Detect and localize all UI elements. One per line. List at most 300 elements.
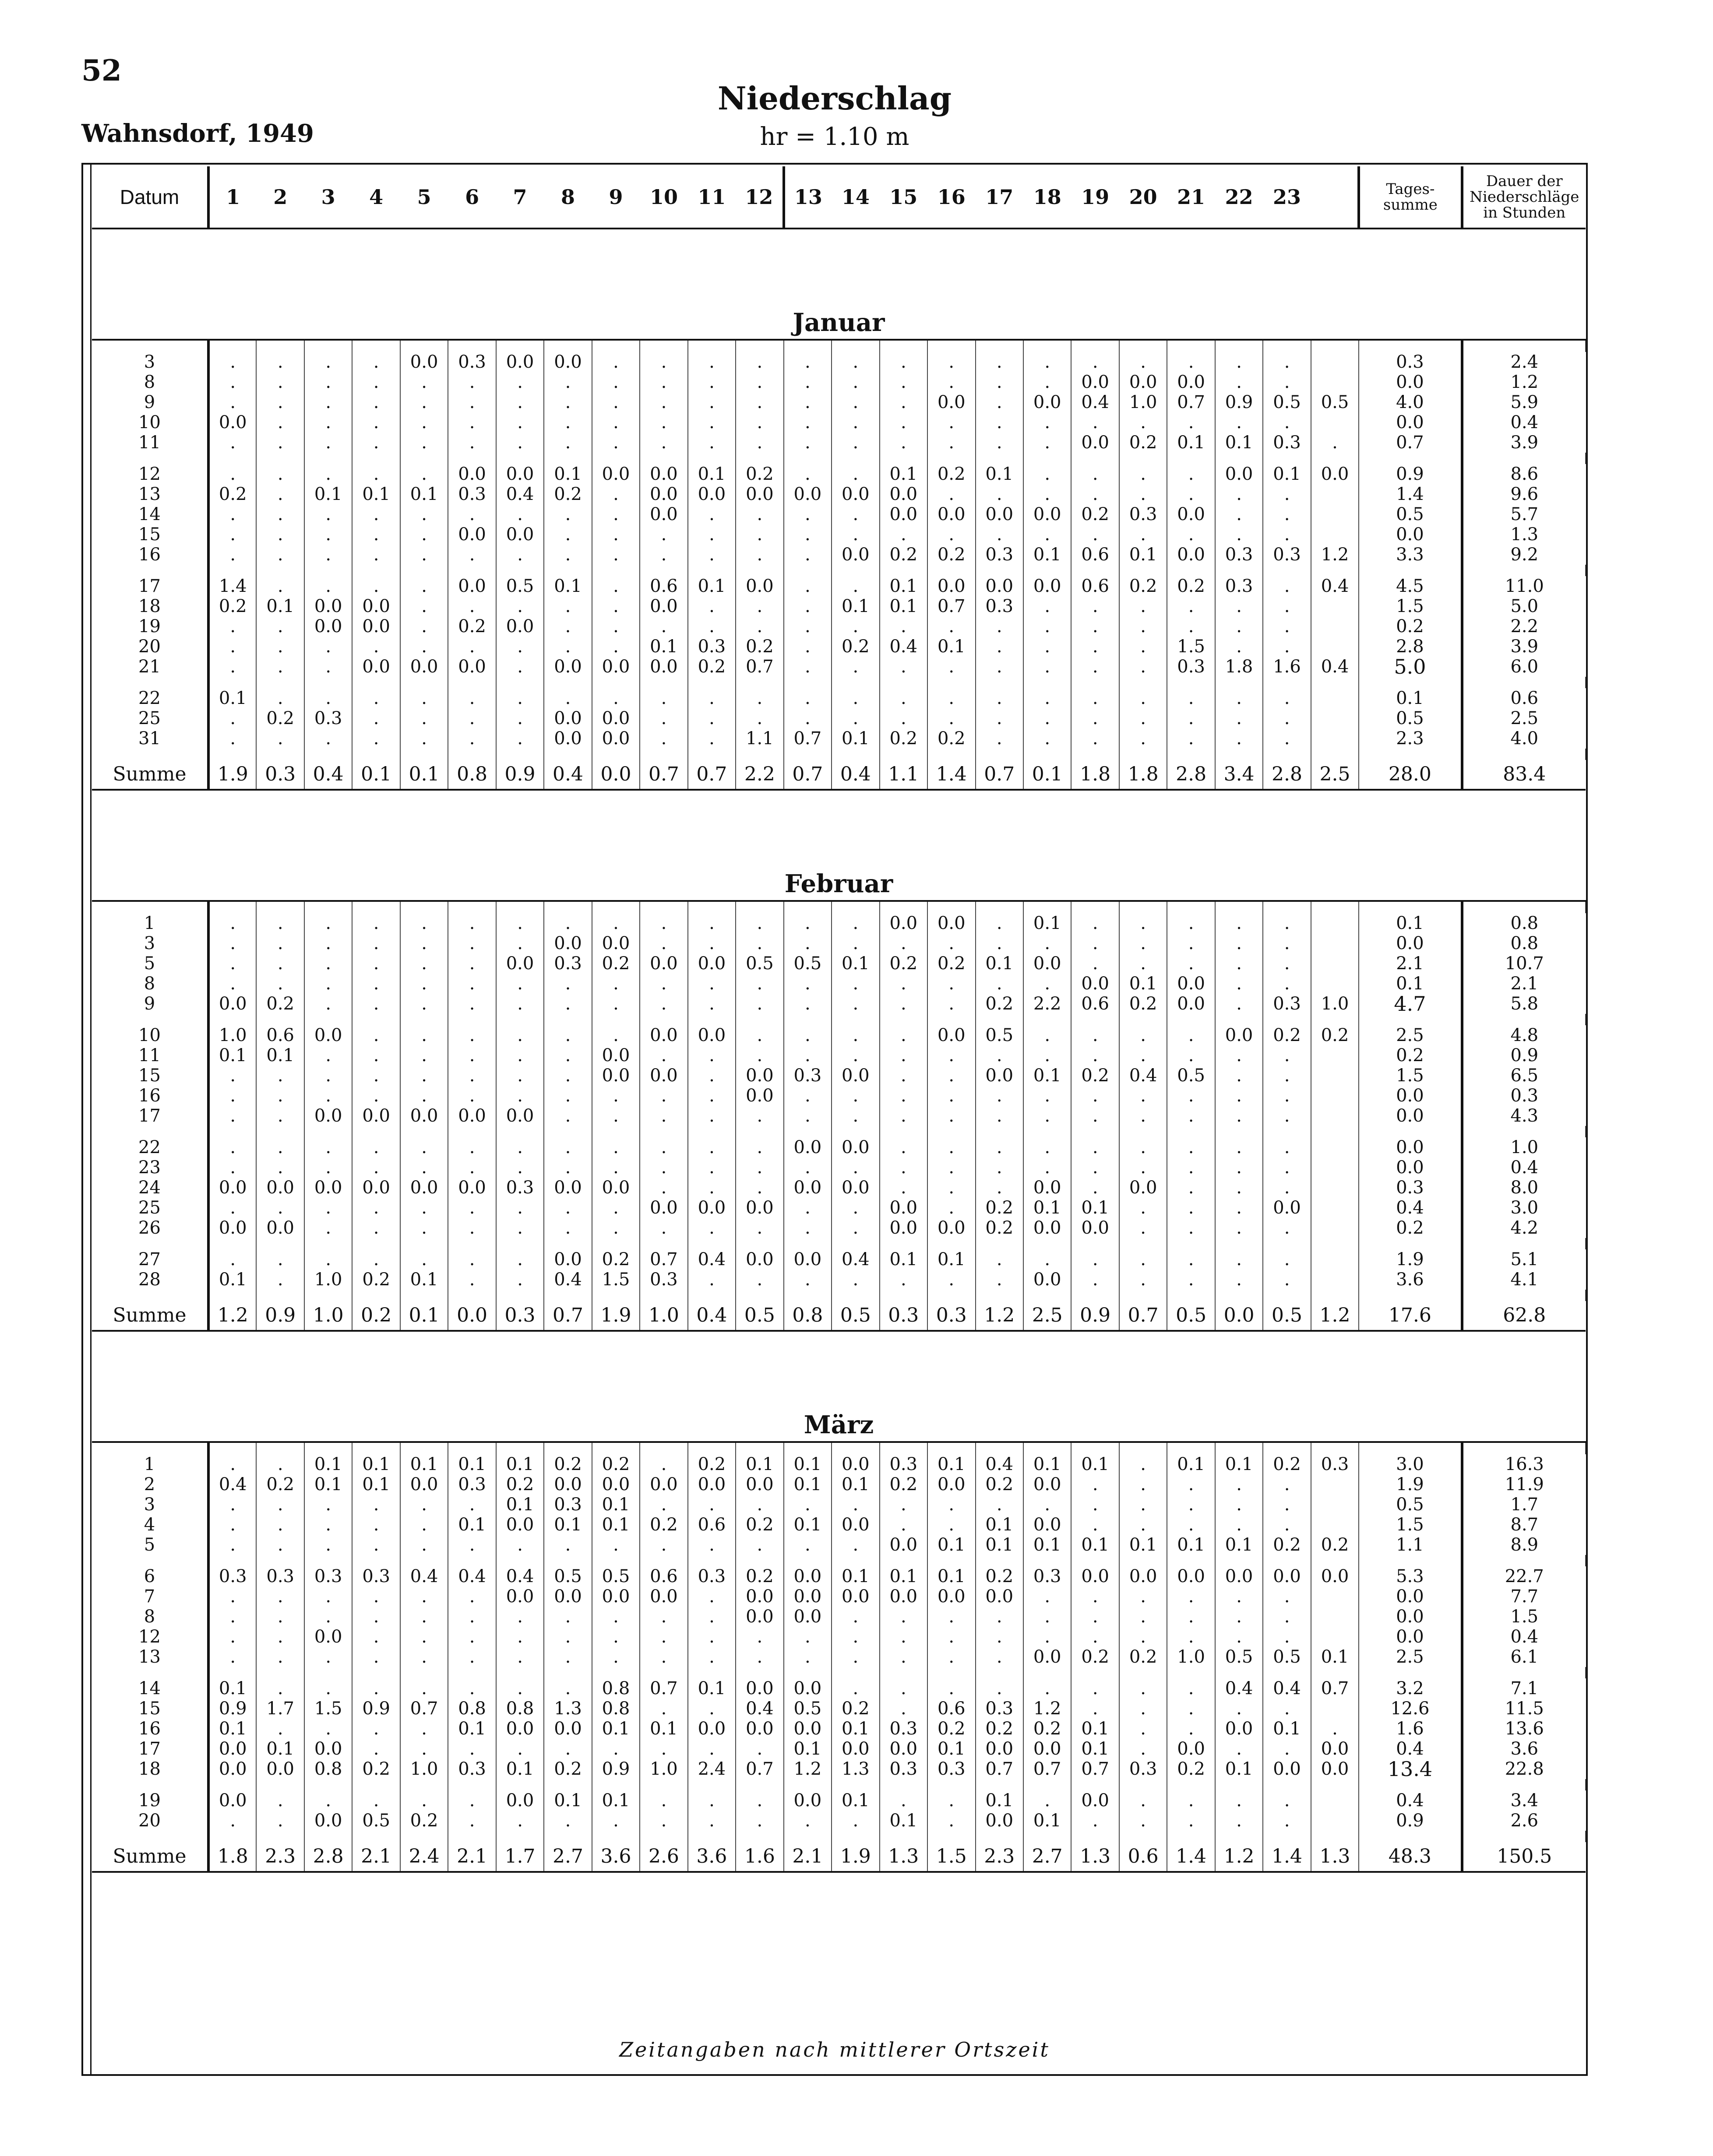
- hour-value: 0.2: [1071, 1066, 1119, 1086]
- hour-value: .: [1071, 637, 1119, 657]
- hour-value: .: [1263, 412, 1311, 433]
- hour-value: .: [736, 913, 783, 933]
- hour-value: .: [592, 1198, 640, 1218]
- hour-value: .: [976, 657, 1023, 677]
- hour-value: .: [784, 372, 832, 392]
- hour-value: 0.3: [1215, 545, 1263, 565]
- hour-value: .: [544, 1647, 592, 1667]
- gap-cell: [304, 1126, 352, 1137]
- hour-value: 0.4: [688, 1249, 736, 1270]
- hour-value: .: [736, 1157, 783, 1178]
- hour-value: [1311, 352, 1359, 372]
- gap-cell: [1167, 677, 1215, 688]
- row-date: 13: [92, 484, 208, 504]
- hour-value: 0.4: [1119, 1066, 1167, 1086]
- hour-value: 0.0: [880, 1198, 927, 1218]
- gap-cell: [976, 749, 1023, 760]
- gap-cell: [1023, 1238, 1071, 1249]
- hour-value: 0.2: [688, 657, 736, 677]
- duration-hours: 1.2: [1510, 372, 1539, 392]
- hour-value: .: [400, 1678, 448, 1699]
- hour-value: .: [1023, 1627, 1071, 1647]
- hour-value: 0.1: [448, 1515, 496, 1535]
- hour-value: .: [784, 616, 832, 637]
- gap-cell: [1023, 1126, 1071, 1137]
- row-date: Summe: [92, 760, 208, 790]
- hour-value: .: [927, 688, 975, 708]
- gap-cell: [592, 453, 640, 464]
- hour-value: 0.0: [208, 1739, 256, 1759]
- hour-value: 0.0: [927, 576, 975, 596]
- gap-cell: [832, 1779, 879, 1790]
- gap-cell: [688, 340, 736, 352]
- hour-value: .: [1071, 1811, 1119, 1831]
- hour-value: .: [1119, 1045, 1167, 1066]
- hour-value: 2.6: [640, 1842, 687, 1872]
- hour-value: .: [1167, 1495, 1215, 1515]
- table-row: [92, 1066, 1586, 1086]
- hour-value: .: [1167, 1699, 1215, 1719]
- hour-value: .: [352, 1515, 400, 1535]
- hour-value: .: [544, 433, 592, 453]
- hour-value: 0.0: [1167, 994, 1215, 1014]
- hour-value: .: [640, 1607, 687, 1627]
- hour-value: .: [496, 1647, 544, 1667]
- hour-value: 0.1: [1023, 545, 1071, 565]
- hour-value: .: [1263, 1739, 1311, 1759]
- hour-value: .: [256, 1719, 304, 1739]
- table-row: [92, 1586, 1586, 1607]
- gap-cell: [1167, 749, 1215, 760]
- daily-total: 3.6: [1359, 1270, 1462, 1290]
- gap-cell: [688, 1126, 736, 1137]
- hour-value: .: [304, 1515, 352, 1535]
- gap-cell: [1167, 901, 1215, 913]
- hour-value: .: [448, 504, 496, 524]
- daily-total: 0.0: [1359, 1106, 1462, 1126]
- hour-value: 0.0: [880, 484, 927, 504]
- gap-cell: [448, 677, 496, 688]
- hour-value: 0.1: [927, 1249, 975, 1270]
- duration-hours: 11.5: [1505, 1699, 1544, 1719]
- hour-value: .: [832, 1270, 879, 1290]
- hour-value: .: [1263, 1607, 1311, 1627]
- hour-value: .: [832, 1495, 879, 1515]
- hour-value: 1.7: [496, 1842, 544, 1872]
- hour-value: .: [256, 1790, 304, 1811]
- gap-cell: [304, 677, 352, 688]
- hour-value: 1.4: [1263, 1842, 1311, 1872]
- hour-value: .: [304, 1198, 352, 1218]
- hour-value: 0.1: [256, 1739, 304, 1759]
- hour-value: .: [784, 1045, 832, 1066]
- hour-value: .: [640, 352, 687, 372]
- hour-value: .: [1263, 1627, 1311, 1647]
- hour-value: 0.0: [256, 1178, 304, 1198]
- hour-value: 0.3: [784, 1066, 832, 1086]
- hour-value: .: [592, 484, 640, 504]
- hour-value: .: [1023, 728, 1071, 749]
- gap-cell: [1023, 453, 1071, 464]
- gap-cell: [784, 453, 832, 464]
- hour-value: .: [208, 1627, 256, 1647]
- table-row: [92, 1454, 1586, 1474]
- hour-value: .: [496, 1025, 544, 1045]
- hour-value: .: [1263, 616, 1311, 637]
- gap-cell: [736, 1667, 783, 1678]
- hour-value: 0.0: [592, 657, 640, 677]
- hour-value: .: [304, 576, 352, 596]
- hour-value: 0.0: [784, 1719, 832, 1739]
- hour-value: .: [544, 616, 592, 637]
- hour-value: 0.0: [1311, 1759, 1359, 1779]
- hour-value: .: [640, 974, 687, 994]
- hour-value: 0.0: [736, 1719, 783, 1739]
- hour-value: .: [640, 433, 687, 453]
- hour-value: .: [1167, 596, 1215, 616]
- hour-value: .: [256, 433, 304, 453]
- duration-hours: 8.0: [1510, 1178, 1539, 1198]
- hour-value: 0.0: [544, 1178, 592, 1198]
- hour-value: 0.0: [927, 1025, 975, 1045]
- table-row: [92, 933, 1586, 953]
- hour-value: [1311, 1627, 1359, 1647]
- gap-cell: [352, 749, 400, 760]
- hour-value: .: [880, 1137, 927, 1157]
- hour-value: 0.0: [1167, 504, 1215, 524]
- gap-cell: [784, 1442, 832, 1454]
- hour-value: 0.2: [352, 1759, 400, 1779]
- hour-value: 0.5: [592, 1566, 640, 1586]
- hour-value: .: [1215, 1627, 1263, 1647]
- hour-value: .: [352, 464, 400, 484]
- hour-value: .: [832, 616, 879, 637]
- hour-value: .: [448, 545, 496, 565]
- hour-value: 0.4: [976, 1454, 1023, 1474]
- hour-value: 0.3: [352, 1566, 400, 1586]
- hour-value: 0.5: [784, 1699, 832, 1719]
- gap-cell: [1119, 1442, 1167, 1454]
- hour-value: .: [544, 1535, 592, 1555]
- hour-value: 0.0: [880, 1739, 927, 1759]
- gap-cell: [208, 453, 256, 464]
- gap-cell: [400, 1667, 448, 1678]
- table-row: [92, 1535, 1586, 1555]
- hour-value: 0.2: [832, 1699, 879, 1719]
- gap-cell: [92, 1290, 208, 1301]
- hour-value: .: [304, 1157, 352, 1178]
- hour-value: .: [784, 464, 832, 484]
- gap-cell: [1167, 340, 1215, 352]
- gap-cell: [880, 565, 927, 576]
- hour-value: .: [352, 1066, 400, 1086]
- hour-value: .: [1119, 1586, 1167, 1607]
- hour-value: 2.1: [784, 1842, 832, 1872]
- hour-value: 0.0: [592, 1586, 640, 1607]
- gap-cell: [544, 1442, 592, 1454]
- hour-value: .: [544, 913, 592, 933]
- hour-value: .: [208, 1249, 256, 1270]
- hour-value: .: [352, 688, 400, 708]
- hour-value: 0.0: [544, 657, 592, 677]
- hour-value: 0.2: [544, 1759, 592, 1779]
- duration-hours: 13.6: [1505, 1719, 1544, 1739]
- hour-value: .: [544, 1157, 592, 1178]
- hour-value: .: [592, 637, 640, 657]
- hour-value: .: [1023, 637, 1071, 657]
- daily-total: 4.5: [1359, 576, 1462, 596]
- hour-value: 0.0: [400, 1178, 448, 1198]
- gap-cell: [640, 1238, 687, 1249]
- hour-value: .: [208, 974, 256, 994]
- hour-value: .: [304, 913, 352, 933]
- daily-total: 5.0: [1359, 657, 1462, 677]
- hour-value: .: [880, 1045, 927, 1066]
- table-row: [92, 1025, 1586, 1045]
- hour-value: 0.2: [1119, 994, 1167, 1014]
- gap-cell: [208, 1555, 256, 1566]
- gap-cell: [927, 1290, 975, 1301]
- hour-value: .: [880, 412, 927, 433]
- hour-value: .: [496, 1811, 544, 1831]
- hour-value: 0.0: [592, 933, 640, 953]
- hour-value: .: [448, 1790, 496, 1811]
- hour-value: 0.2: [208, 596, 256, 616]
- row-date: 22: [92, 1137, 208, 1157]
- hour-value: .: [256, 352, 304, 372]
- hour-value: .: [304, 1647, 352, 1667]
- hour-value: 0.5: [1167, 1066, 1215, 1086]
- hour-value: .: [927, 1270, 975, 1290]
- hour-value: .: [1215, 616, 1263, 637]
- gap-cell: [1023, 1831, 1071, 1842]
- hour-value: .: [736, 1178, 783, 1198]
- hour-value: .: [1023, 1137, 1071, 1157]
- hour-value: 0.0: [592, 1045, 640, 1066]
- hour-value: .: [880, 1066, 927, 1086]
- gap-cell: [832, 901, 879, 913]
- hour-value: .: [736, 1811, 783, 1831]
- hour-value: .: [352, 1086, 400, 1106]
- hour-value: .: [880, 1607, 927, 1627]
- hour-value: .: [304, 1607, 352, 1627]
- gap-cell: [1462, 1555, 1586, 1566]
- hour-value: .: [592, 1811, 640, 1831]
- hour-value: .: [976, 1607, 1023, 1627]
- hour-value: 0.7: [976, 1759, 1023, 1779]
- row-gap: [92, 340, 1586, 352]
- sum-row: [92, 1301, 1586, 1331]
- hour-value: 0.0: [496, 1106, 544, 1126]
- hour-value: 0.0: [927, 1218, 975, 1238]
- gap-cell: [496, 1238, 544, 1249]
- hour-value: .: [1263, 913, 1311, 933]
- hour-value: .: [688, 1045, 736, 1066]
- hour-value: .: [1023, 974, 1071, 994]
- daily-total: 0.9: [1359, 1811, 1462, 1831]
- gap-cell: [1462, 565, 1586, 576]
- gap-cell: [784, 1126, 832, 1137]
- hour-value: 1.1: [880, 760, 927, 790]
- hour-value: 1.0: [304, 1270, 352, 1290]
- hour-value: .: [496, 1249, 544, 1270]
- duration-hours: 0.6: [1510, 688, 1539, 708]
- gap-cell: [544, 749, 592, 760]
- hour-value: .: [880, 1025, 927, 1045]
- hour-value: .: [1215, 352, 1263, 372]
- hour-value: .: [256, 1157, 304, 1178]
- hour-value: .: [256, 504, 304, 524]
- hour-value: .: [1023, 1249, 1071, 1270]
- hour-value: .: [976, 1627, 1023, 1647]
- gap-cell: [1263, 565, 1311, 576]
- hour-value: .: [688, 994, 736, 1014]
- hour-value: 0.0: [784, 1566, 832, 1586]
- header-hour: 11: [688, 166, 736, 229]
- hour-value: .: [1071, 484, 1119, 504]
- hour-value: .: [352, 1495, 400, 1515]
- hour-value: .: [1071, 352, 1119, 372]
- hour-value: 0.4: [496, 484, 544, 504]
- hour-value: .: [1119, 1270, 1167, 1290]
- hour-value: .: [976, 1137, 1023, 1157]
- gap-cell: [92, 1442, 208, 1454]
- daily-total: 0.7: [1359, 433, 1462, 453]
- hour-value: .: [927, 657, 975, 677]
- hour-value: .: [1023, 657, 1071, 677]
- table-row: [92, 576, 1586, 596]
- hour-value: 2.5: [1023, 1301, 1071, 1331]
- hour-value: .: [1167, 1270, 1215, 1290]
- hour-value: 0.1: [688, 576, 736, 596]
- hour-value: 0.1: [1263, 1719, 1311, 1739]
- hour-value: .: [1167, 1627, 1215, 1647]
- hour-value: .: [496, 433, 544, 453]
- hour-value: .: [784, 1535, 832, 1555]
- hour-value: 0.0: [688, 953, 736, 974]
- hour-value: 0.3: [1167, 657, 1215, 677]
- gap-cell: [352, 1290, 400, 1301]
- hour-value: .: [784, 688, 832, 708]
- gap-cell: [1462, 901, 1586, 913]
- hour-value: 0.1: [927, 1535, 975, 1555]
- hour-value: .: [544, 994, 592, 1014]
- hour-value: 0.1: [1023, 1535, 1071, 1555]
- hour-value: .: [592, 1535, 640, 1555]
- hour-value: .: [832, 1025, 879, 1045]
- hour-value: .: [496, 1535, 544, 1555]
- hour-value: .: [304, 433, 352, 453]
- hour-value: .: [352, 392, 400, 412]
- hour-value: 0.0: [784, 1249, 832, 1270]
- hour-value: 0.1: [400, 484, 448, 504]
- hour-value: .: [1119, 1719, 1167, 1739]
- hour-value: .: [448, 953, 496, 974]
- hour-value: .: [688, 1137, 736, 1157]
- hour-value: .: [208, 1607, 256, 1627]
- hour-value: .: [496, 1045, 544, 1066]
- hour-value: .: [304, 688, 352, 708]
- hour-value: .: [544, 372, 592, 392]
- gap-cell: [1167, 1667, 1215, 1678]
- hour-value: .: [208, 504, 256, 524]
- gap-cell: [784, 1667, 832, 1678]
- hour-value: .: [400, 1218, 448, 1238]
- hour-value: 0.2: [927, 464, 975, 484]
- hour-value: .: [1071, 596, 1119, 616]
- table-row: [92, 953, 1586, 974]
- gap-cell: [1462, 1779, 1586, 1790]
- gap-cell: [1311, 453, 1359, 464]
- hour-value: .: [544, 1086, 592, 1106]
- hour-value: .: [496, 1198, 544, 1218]
- hour-value: .: [1167, 1106, 1215, 1126]
- hour-value: .: [927, 1086, 975, 1106]
- duration-hours: 3.6: [1510, 1739, 1539, 1759]
- hour-value: .: [208, 933, 256, 953]
- gap-cell: [1119, 1126, 1167, 1137]
- hour-value: 0.1: [304, 484, 352, 504]
- hour-value: .: [1119, 596, 1167, 616]
- hour-value: [1311, 953, 1359, 974]
- hour-value: .: [640, 1137, 687, 1157]
- gap-cell: [92, 677, 208, 688]
- hour-value: .: [927, 1515, 975, 1535]
- hour-value: 0.0: [592, 1178, 640, 1198]
- hour-value: 0.6: [1119, 1842, 1167, 1872]
- gap-cell: [1311, 1831, 1359, 1842]
- gap-cell: [1263, 1442, 1311, 1454]
- hour-value: .: [400, 1535, 448, 1555]
- hour-value: 0.0: [736, 1198, 783, 1218]
- gap-cell: [400, 1555, 448, 1566]
- gap-cell: [1119, 340, 1167, 352]
- hour-value: .: [736, 1790, 783, 1811]
- hour-value: .: [640, 1454, 687, 1474]
- hour-value: .: [976, 616, 1023, 637]
- hour-value: 0.1: [448, 1719, 496, 1739]
- hour-value: .: [1263, 1270, 1311, 1290]
- duration-hours: 1.0: [1510, 1137, 1539, 1157]
- gap-cell: [688, 565, 736, 576]
- gap-cell: [448, 1555, 496, 1566]
- hour-value: .: [1119, 1249, 1167, 1270]
- hour-value: .: [400, 433, 448, 453]
- hour-value: 0.2: [544, 484, 592, 504]
- hour-value: .: [784, 1025, 832, 1045]
- hour-value: .: [1167, 1719, 1215, 1739]
- hour-value: .: [1167, 708, 1215, 728]
- hour-value: .: [1167, 1790, 1215, 1811]
- hour-value: .: [544, 1607, 592, 1627]
- hour-value: .: [592, 504, 640, 524]
- hour-value: .: [592, 1137, 640, 1157]
- page-number: 52: [81, 53, 122, 88]
- header-hour: 6: [448, 166, 496, 229]
- hour-value: .: [880, 1678, 927, 1699]
- hour-value: 0.0: [592, 1474, 640, 1495]
- hour-value: .: [1215, 484, 1263, 504]
- hour-value: 0.1: [592, 1495, 640, 1515]
- hour-value: [1311, 708, 1359, 728]
- hour-value: .: [256, 524, 304, 545]
- gap-cell: [640, 677, 687, 688]
- hour-value: .: [640, 1178, 687, 1198]
- hour-value: .: [688, 504, 736, 524]
- hour-value: .: [784, 1270, 832, 1290]
- duration-hours: 1.7: [1510, 1495, 1539, 1515]
- row-date: 25: [92, 1198, 208, 1218]
